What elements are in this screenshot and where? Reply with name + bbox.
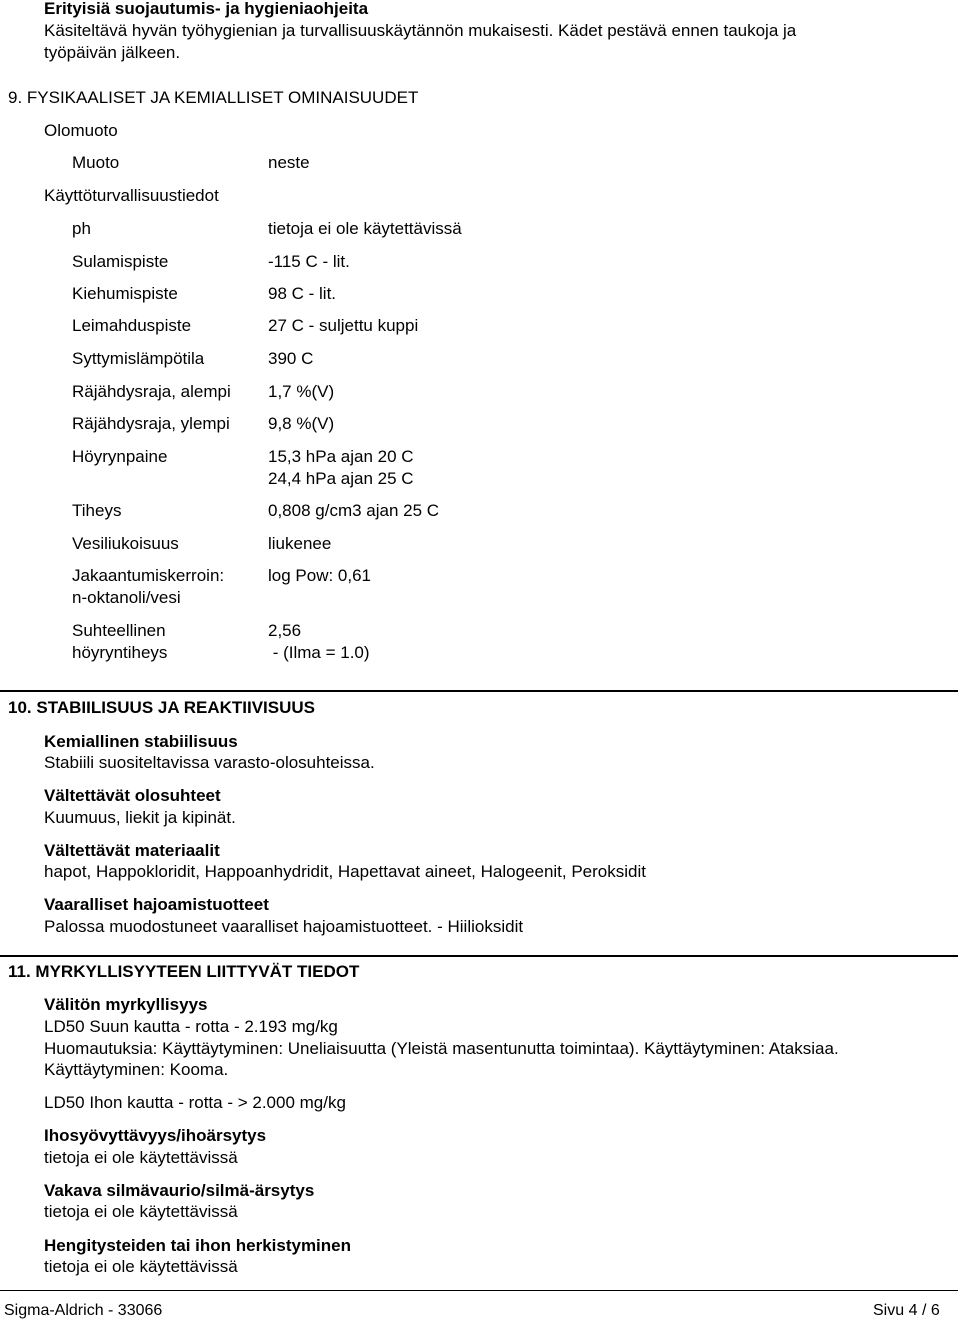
property-label: Sulamispiste bbox=[72, 252, 169, 271]
remarks-line1: Huomautuksia: Käyttäytyminen: Uneliaisuutta (Yleistä masentunutta toimintaa). Käyttäytyminen: Ataksiaa. bbox=[44, 1039, 839, 1058]
decomposition-heading: Vaaralliset hajoamistuotteet bbox=[44, 895, 269, 914]
page-number bbox=[873, 1300, 940, 1321]
property-label: Vesiliukoisuus bbox=[72, 534, 179, 553]
property-value: 15,3 hPa ajan 20 C bbox=[268, 447, 414, 466]
property-value: 27 C - suljettu kuppi bbox=[268, 316, 419, 335]
property-label: ph bbox=[72, 219, 91, 238]
section-divider bbox=[0, 955, 958, 957]
property-label: Kiehumispiste bbox=[72, 284, 178, 303]
sensitization-text: tietoja ei ole käytettävissä bbox=[44, 1257, 238, 1276]
section-9-title: 9. FYSIKAALISET JA KEMIALLISET OMINAISUUDET bbox=[8, 88, 419, 107]
property-value: log Pow: 0,61 bbox=[268, 566, 372, 585]
property-value: liukenee bbox=[268, 534, 332, 553]
eye-damage-heading: Vakava silmävaurio/silmä-ärsytys bbox=[44, 1181, 315, 1200]
property-value: 98 C - lit. bbox=[268, 284, 337, 303]
section-divider bbox=[0, 690, 958, 692]
eye-damage-text: tietoja ei ole käytettävissä bbox=[44, 1202, 238, 1221]
conditions-heading: Vältettävät olosuhteet bbox=[44, 786, 221, 805]
page-current: 4 bbox=[908, 1302, 918, 1319]
page-separator: / bbox=[921, 1302, 927, 1319]
olomuoto-heading: Olomuoto bbox=[44, 121, 118, 140]
section-10-title: 10. STABIILISUUS JA REAKTIIVISUUS bbox=[8, 698, 315, 717]
property-label-line2: höyryntiheys bbox=[72, 643, 168, 662]
property-value-line2: 24,4 hPa ajan 25 C bbox=[268, 469, 414, 488]
safety-data-heading: Käyttöturvallisuustiedot bbox=[44, 186, 219, 205]
property-value: 2,56 bbox=[268, 621, 302, 640]
property-label: Tiheys bbox=[72, 501, 122, 520]
property-value: 0,808 g/cm3 ajan 25 C bbox=[268, 501, 440, 520]
property-value: tietoja ei ole käytettävissä bbox=[268, 219, 462, 238]
materials-heading: Vältettävät materiaalit bbox=[44, 841, 220, 860]
property-value: 1,7 %(V) bbox=[268, 382, 335, 401]
acute-toxicity-heading: Välitön myrkyllisyys bbox=[44, 995, 208, 1014]
property-value: 390 C bbox=[268, 349, 314, 368]
footer-product: Sigma-Aldrich - 33066 bbox=[4, 1302, 163, 1319]
hygiene-heading: Erityisiä suojautumis- ja hygieniaohjeita bbox=[44, 0, 369, 18]
muoto-label: Muoto bbox=[72, 153, 120, 172]
property-label: Syttymislämpötila bbox=[72, 349, 205, 368]
footer-divider bbox=[0, 1290, 958, 1291]
property-label: Suhteellinen bbox=[72, 621, 166, 640]
page-label: Sivu bbox=[873, 1302, 905, 1319]
property-label: Räjähdysraja, ylempi bbox=[72, 414, 230, 433]
property-label: Räjähdysraja, alempi bbox=[72, 382, 231, 401]
property-value: -115 C - lit. bbox=[268, 252, 350, 271]
section-11-title: 11. MYRKYLLISYYTEEN LIITTYVÄT TIEDOT bbox=[8, 962, 360, 981]
materials-text: hapot, Happokloridit, Happoanhydridit, Hapettavat aineet, Halogeenit, Peroksidit bbox=[44, 862, 646, 881]
dermal-ld50: LD50 Ihon kautta - rotta - > 2.000 mg/kg bbox=[44, 1093, 346, 1112]
property-value: 9,8 %(V) bbox=[268, 414, 335, 433]
skin-irritation-heading: Ihosyövyttävyys/ihoärsytys bbox=[44, 1126, 267, 1145]
decomposition-text: Palossa muodostuneet vaaralliset hajoamistuotteet. - Hiilioksidit bbox=[44, 917, 524, 936]
stability-text: Stabiili suositeltavissa varasto-olosuhteissa. bbox=[44, 753, 375, 772]
property-label: Jakaantumiskerroin: bbox=[72, 566, 225, 585]
property-label: Höyrynpaine bbox=[72, 447, 168, 466]
property-label: Leimahduspiste bbox=[72, 316, 192, 335]
hygiene-text-line2: työpäivän jälkeen. bbox=[44, 43, 181, 62]
stability-heading: Kemiallinen stabiilisuus bbox=[44, 732, 238, 751]
page-total: 6 bbox=[930, 1302, 940, 1319]
sensitization-heading: Hengitysteiden tai ihon herkistyminen bbox=[44, 1236, 352, 1255]
property-value-line2: - (Ilma = 1.0) bbox=[268, 643, 370, 662]
hygiene-text-line1: Käsiteltävä hyvän työhygienian ja turvallisuuskäytännön mukaisesti. Kädet pestävä ennen taukoja ja bbox=[44, 21, 797, 40]
oral-ld50: LD50 Suun kautta - rotta - 2.193 mg/kg bbox=[44, 1017, 338, 1036]
conditions-text: Kuumuus, liekit ja kipinät. bbox=[44, 808, 236, 827]
muoto-value: neste bbox=[268, 153, 310, 172]
property-label-line2: n-oktanoli/vesi bbox=[72, 588, 181, 607]
skin-irritation-text: tietoja ei ole käytettävissä bbox=[44, 1148, 238, 1167]
remarks-line2: Käyttäytyminen: Kooma. bbox=[44, 1060, 229, 1079]
